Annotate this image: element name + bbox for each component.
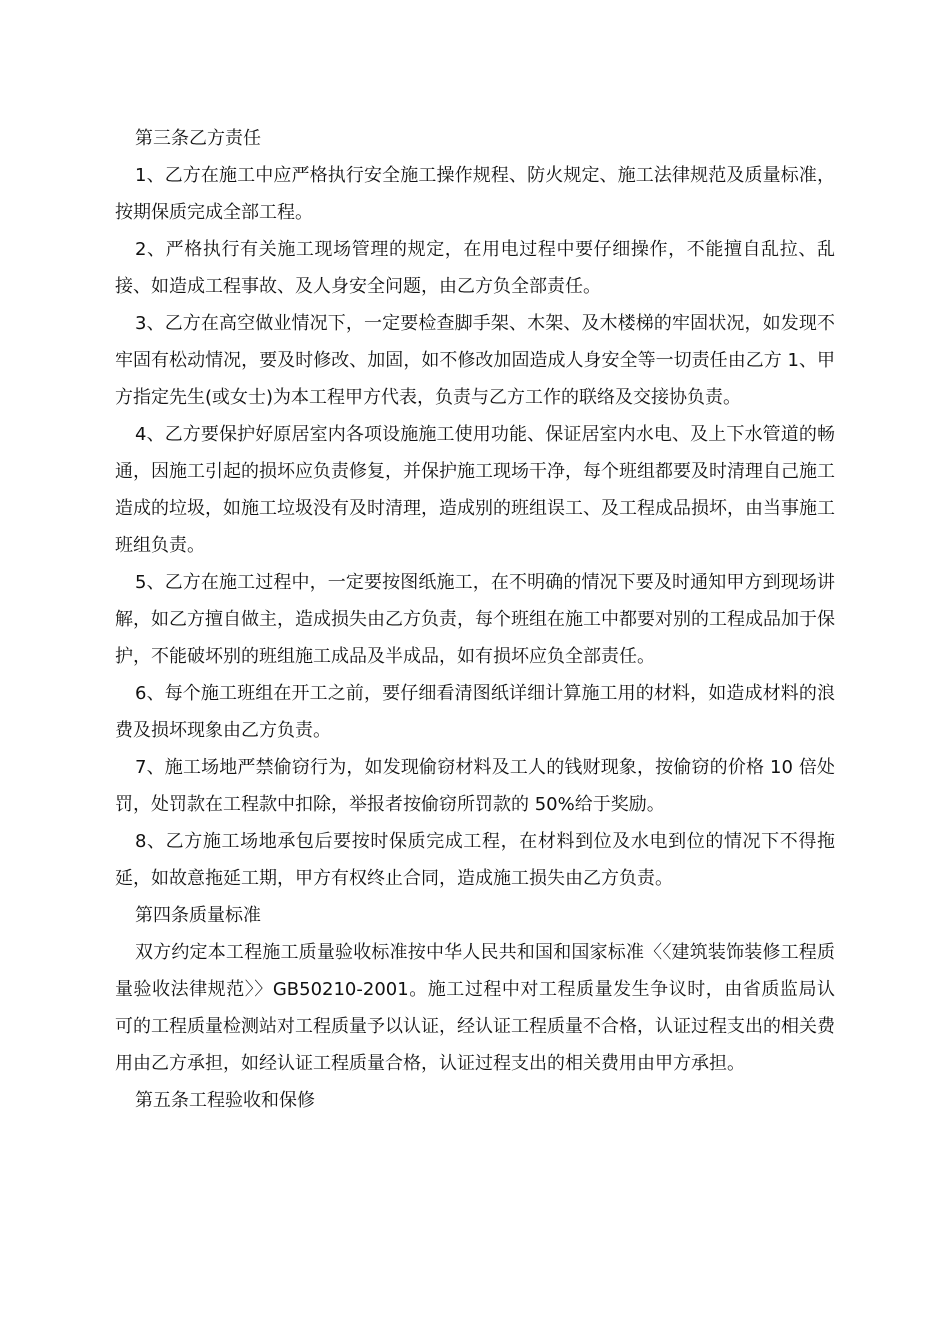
clause-paragraph: 6、每个施工班组在开工之前，要仔细看清图纸详细计算施工用的材料，如造成材料的浪费及损坏现象由乙方负责。 (115, 683, 835, 741)
clause-paragraph: 7、施工场地严禁偷窃行为，如发现偷窃材料及工人的钱财现象，按偷窃的价格 10 倍处罚，处罚款在工程款中扣除，举报者按偷窃所罚款的 50%给于奖励。 (115, 757, 835, 815)
clause-paragraph: 1、乙方在施工中应严格执行安全施工操作规程、防火规定、施工法律规范及质量标准，按期保质完成全部工程。 (115, 165, 835, 223)
clause-paragraph: 4、乙方要保护好原居室内各项设施施工使用功能、保证居室内水电、及上下水管道的畅通，因施工引起的损坏应负责修复，并保护施工现场干净，每个班组都要及时清理自己施工造成的垃圾，如施工垃圾没有及时清理，造成别的班组误工、及工程成品损坏，由当事施工班组负责。 (115, 424, 835, 556)
clause-paragraph: 8、乙方施工场地承包后要按时保质完成工程，在材料到位及水电到位的情况下不得拖延，如故意拖延工期，甲方有权终止合同，造成施工损失由乙方负责。 (115, 831, 835, 889)
clause-paragraph: 双方约定本工程施工质量验收标准按中华人民共和国和国家标准〈〈建筑装饰装修工程质量验收法律规范〉〉GB50210-2001。施工过程中对工程质量发生争议时，由省质监局认可的工程质量检测站对工程质量予以认证，经认证工程质量不合格，认证过程支出的相关费用由乙方承担，如经认证工程质量合格，认证过程支出的相关费用由甲方承担。 (115, 942, 835, 1074)
section-heading: 第四条质量标准 (135, 905, 261, 926)
section-heading: 第五条工程验收和保修 (135, 1090, 315, 1111)
section-heading: 第三条乙方责任 (135, 128, 261, 149)
document-body (115, 120, 835, 1119)
clause-paragraph: 2、严格执行有关施工现场管理的规定，在用电过程中要仔细操作，不能擅自乱拉、乱接、如造成工程事故、及人身安全问题，由乙方负全部责任。 (115, 239, 835, 297)
clause-paragraph: 3、乙方在高空做业情况下，一定要检查脚手架、木架、及木楼梯的牢固状况，如发现不牢固有松动情况，要及时修改、加固，如不修改加固造成人身安全等一切责任由乙方 1、甲方指定先生(或女士)为本工程甲方代表，负责与乙方工作的联络及交接协负责。 (115, 313, 835, 408)
clause-paragraph: 5、乙方在施工过程中，一定要按图纸施工，在不明确的情况下要及时通知甲方到现场讲解，如乙方擅自做主，造成损失由乙方负责，每个班组在施工中都要对别的工程成品加于保护，不能破坏别的班组施工成品及半成品，如有损坏应负全部责任。 (115, 572, 835, 667)
